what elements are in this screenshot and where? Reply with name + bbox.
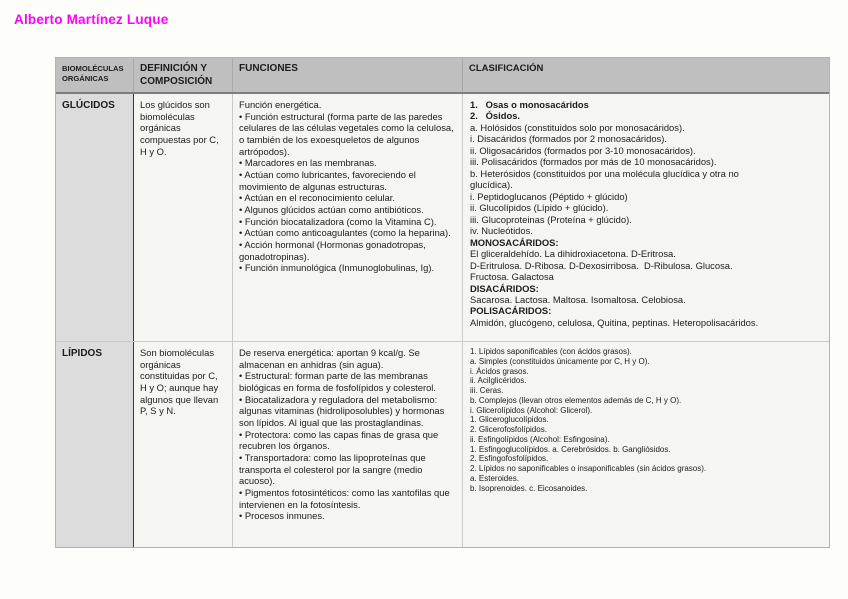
cell-lipidos-clasificacion — [463, 342, 829, 547]
text-line: ii. Glucolípidos (Lípido + glúcido). — [470, 202, 609, 214]
cell-glucidos-funciones — [233, 94, 463, 341]
text-line: i. Peptidoglucanos (Péptido + glúcido) — [470, 190, 628, 202]
text-line: ii. Acilglicéridos. — [470, 376, 527, 386]
cell-lipidos-funciones — [233, 342, 463, 547]
text-line: b. Complejos (llevan otros elementos además de C, H y O). — [470, 395, 682, 405]
text-line: DISACÁRIDOS: — [470, 282, 539, 294]
text-line: 2. Ósidos. — [470, 110, 521, 122]
text-line: • Estructural: forman parte de las membranas biológicas en forma de fosfolípidos y colesterol. — [239, 370, 436, 393]
text-line: 1. Gliceroglucolípidos. — [470, 415, 549, 425]
text-line: a. Holósidos (constituidos solo por monosacáridos). — [470, 121, 685, 133]
text-line: i. Ácidos grasos. — [470, 366, 529, 376]
text-line: Sacarosa. Lactosa. Maltosa. Isomaltosa. Celobiosa. — [470, 293, 686, 305]
text-line: • Marcadores en las membranas. — [239, 157, 377, 169]
text-line: POLISACÁRIDOS: — [470, 305, 552, 317]
text-line: iv. Nucleótidos. — [470, 225, 533, 237]
text-line: 1. Lípidos saponificables (con ácidos grasos). — [470, 347, 632, 356]
text-line: • Actúan como lubricantes, favoreciendo el movimiento de algunas estructuras. — [239, 168, 419, 192]
text-line: i. Glicerolípidos (Alcohol: Glicerol). — [470, 405, 593, 415]
text-line: • Actúan como anticoagulantes (como la heparina). — [239, 227, 451, 239]
cell-glucidos-definicion — [134, 94, 233, 341]
text-line: El gliceraldehído. La dihidroxiacetona. D-Eritrosa. — [470, 248, 676, 260]
header-funciones: FUNCIONES — [233, 58, 463, 92]
biomolecules-table — [55, 57, 830, 548]
text-line: Los glúcidos son biomoléculas orgánicas compuestas por C, H y O. — [140, 99, 222, 157]
text-line: 2. Esfingofosfolípidos. — [470, 454, 549, 464]
text-line: 2. Lípidos no saponificables o insaponificables (sin ácidos grasos). — [470, 464, 707, 473]
text-line: iii. Polisacáridos (formados por más de 10 monosacáridos). — [470, 156, 717, 168]
text-line: D-Eritrulosa. D-Ribosa. D-Dexosirribosa. D-Ribulosa. Glucosa. — [470, 259, 733, 271]
text-line: Almidón, glucógeno, celulosa, Quitina, peptinas. Heteropolisacáridos. — [470, 316, 759, 328]
text-line: iii. Ceras. — [470, 386, 504, 395]
text-line: 2. Glicerofosfolípidos. — [470, 425, 547, 434]
text-line: iii. Glucoproteinas (Proteína + glúcido). — [470, 213, 632, 225]
table-header-row — [56, 58, 829, 94]
text-line: b. Heterósidos (constituidos por una molécula glucídica y otra no — [470, 167, 739, 179]
cell-glucidos-clasificacion — [463, 94, 829, 341]
text-line: • Actúan en el reconocimiento celular. — [239, 192, 395, 204]
text-line: • Acción hormonal (Hormonas gonadotropas, gonadotropinas). — [239, 238, 429, 262]
text-line: a. Simples (constituidos únicamente por C, H y O). — [470, 356, 650, 366]
header-biomoleculas-organicas: BIOMOLÉCULAS ORGÁNICAS — [56, 58, 134, 92]
text-line: De reserva energética: aportan 9 kcal/g. Se almacenan en anhidras (sin agua). — [239, 347, 423, 370]
text-line: 1. Osas o monosacáridos — [470, 99, 589, 110]
header-definicion-composicion: DEFINICIÓN Y COMPOSICIÓN — [134, 58, 233, 92]
text-line: Función energética. — [239, 99, 322, 110]
text-line: • Función estructural (forma parte de las paredes celulares de las células vegetales como la celulosa, o también de los exoesqueletos de algunos artrópodos). — [239, 110, 457, 157]
text-line: Son biomoléculas orgánicas constituidas por C, H y O; aunque hay algunos que llevan P, S y N. — [140, 347, 221, 417]
text-line: Fructosa. Galactosa — [470, 271, 554, 283]
text-line: • Procesos inmunes. — [239, 510, 325, 522]
row-label-glucidos: GLÚCIDOS — [56, 94, 134, 341]
text-line: ii. Esfingolípidos (Alcohol: Esfingosina). — [470, 434, 610, 444]
text-line: b. Isoprenoides. c. Eicosanoides. — [470, 483, 588, 493]
text-line: ii. Oligosacáridos (formados por 3-10 monosacáridos). — [470, 144, 696, 156]
text-line: 1. Esfingoglucolípidos. a. Cerebrósidos. b. Gangliósidos. — [470, 444, 671, 454]
document-title: Alberto Martínez Luque — [14, 12, 169, 27]
row-label-lipidos: LÍPIDOS — [56, 342, 134, 547]
text-line: • Transportadora: como las lipoproteínas que transporta el colesterol por la sangre (medio acuoso). — [239, 451, 429, 487]
text-line: • Función inmunológica (Inmunoglobulinas, Ig). — [239, 262, 435, 274]
cell-lipidos-definicion — [134, 342, 233, 547]
text-line: • Pigmentos fotosintéticos: como las xantofilas que intervienen en la fotosíntesis. — [239, 486, 453, 510]
text-line: • Protectora: como las capas finas de grasa que recubren los órganos. — [239, 428, 441, 452]
header-clasificacion: CLASIFICACIÓN — [469, 63, 544, 74]
table-row-glucidos — [56, 94, 829, 341]
table-row-lipidos — [56, 341, 829, 547]
text-line: glucídica). — [470, 179, 513, 191]
text-line: MONOSACÁRIDOS: — [470, 236, 559, 248]
text-line: • Biocatalizadora y reguladora del metabolismo: algunas vitaminas (hidroliposolubles) y hormonas son lípidos. Al igual que las prostaglandinas. — [239, 393, 447, 428]
text-line: i. Disacáridos (formados por 2 monosacáridos). — [470, 133, 667, 145]
text-line: • Función biocatalizadora (como la Vitamina C). — [239, 215, 437, 227]
text-line: • Algunos glúcidos actúan como antibióticos. — [239, 203, 424, 215]
text-line: a. Esteroides. — [470, 473, 519, 483]
